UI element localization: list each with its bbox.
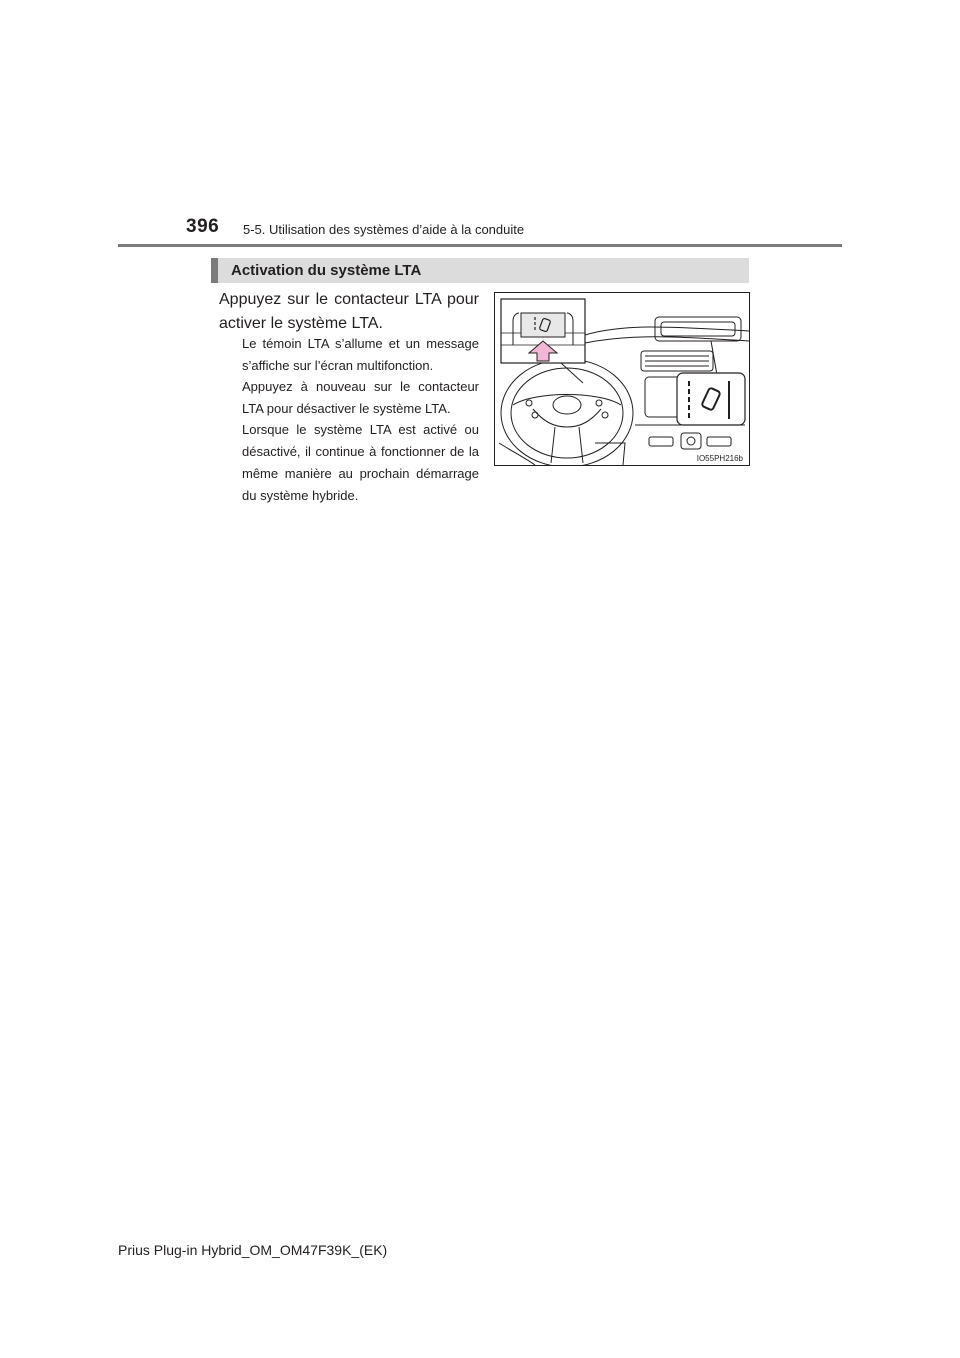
section-title: Activation du système LTA xyxy=(231,262,422,279)
note-persistence: Lorsque le système LTA est activé ou désactivé, il continue à fonctionner de la même manière au prochain démarrage du système hybride. xyxy=(242,422,479,503)
dashboard-drawing xyxy=(495,293,749,465)
figure-code: IO55PH216b xyxy=(696,454,743,463)
section-heading-bar xyxy=(211,258,749,283)
footer-document-id: Prius Plug-in Hybrid_OM_OM47F39K_(EK) xyxy=(118,1242,388,1258)
note-deactivate: Appuyez à nouveau sur le contacteur LTA pour désactiver le système LTA. xyxy=(242,379,479,416)
chapter-title: 5-5. Utilisation des systèmes d’aide à la conduite xyxy=(243,222,525,237)
note-indicator: Le témoin LTA s’allume et un message s’affiche sur l’écran multifonction. xyxy=(242,336,479,373)
header-rule xyxy=(118,244,842,247)
page-number: 396 xyxy=(186,216,220,237)
instruction-text: Appuyez sur le contacteur LTA pour activer le système LTA. xyxy=(219,291,479,332)
dashboard-illustration xyxy=(494,292,750,466)
